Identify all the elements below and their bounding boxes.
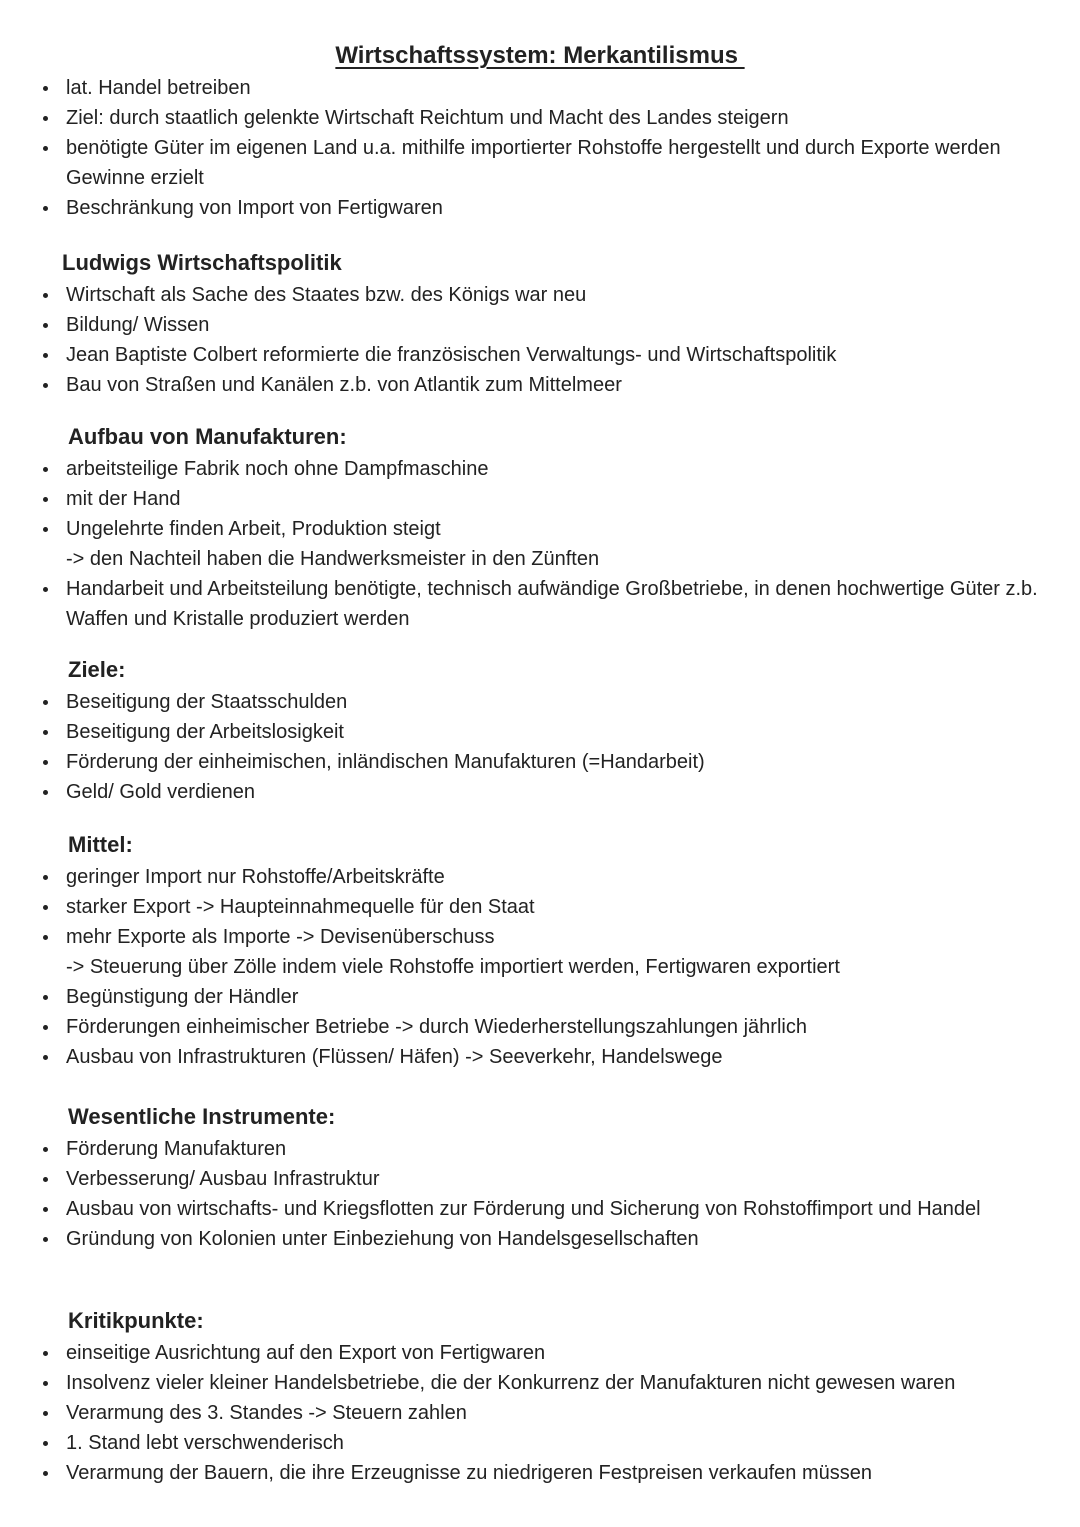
list-item: Wirtschaft als Sache des Staates bzw. des Königs war neu bbox=[0, 280, 1080, 310]
intro-section bbox=[0, 73, 1080, 223]
list-item: arbeitsteilige Fabrik noch ohne Dampfmaschine bbox=[0, 454, 1080, 484]
list-item: Bildung/ Wissen bbox=[0, 310, 1080, 340]
list-item: benötigte Güter im eigenen Land u.a. mithilfe importierter Rohstoffe hergestellt und durch Exporte werden Gewinne erzielt bbox=[0, 133, 1080, 193]
list-item: Begünstigung der Händler bbox=[0, 982, 1080, 1012]
list-item: Verarmung des 3. Standes -> Steuern zahlen bbox=[0, 1398, 1080, 1428]
list-item: mehr Exporte als Importe -> Devisenüberschuss bbox=[0, 922, 1080, 952]
list-item: Geld/ Gold verdienen bbox=[0, 777, 1080, 807]
section-heading: Aufbau von Manufakturen: bbox=[68, 424, 347, 449]
list-item: Verbesserung/ Ausbau Infrastruktur bbox=[0, 1164, 1080, 1194]
kritik-section bbox=[0, 1306, 1080, 1488]
kritik-list bbox=[0, 1338, 1080, 1488]
list-item: Ausbau von Infrastrukturen (Flüssen/ Häfen) -> Seeverkehr, Handelswege bbox=[0, 1042, 1080, 1072]
list-item: starker Export -> Haupteinnahmequelle für den Staat bbox=[0, 892, 1080, 922]
list-item: Bau von Straßen und Kanälen z.b. von Atlantik zum Mittelmeer bbox=[0, 370, 1080, 400]
mittel-section bbox=[0, 830, 1080, 1072]
list-item: Beseitigung der Arbeitslosigkeit bbox=[0, 717, 1080, 747]
ziele-list bbox=[0, 687, 1080, 807]
list-item: Förderung Manufakturen bbox=[0, 1134, 1080, 1164]
manufakturen-list bbox=[0, 454, 1080, 634]
list-item: Förderungen einheimischer Betriebe -> durch Wiederherstellungszahlungen jährlich bbox=[0, 1012, 1080, 1042]
list-note: -> Steuerung über Zölle indem viele Rohstoffe importiert werden, Fertigwaren exportiert bbox=[66, 956, 840, 978]
list-item: Ausbau von wirtschafts- und Kriegsflotten zur Förderung und Sicherung von Rohstoffimport und Handel bbox=[0, 1194, 1080, 1224]
list-note: -> den Nachteil haben die Handwerksmeister in den Zünften bbox=[66, 548, 600, 570]
list-item: Verarmung der Bauern, die ihre Erzeugnisse zu niedrigeren Festpreisen verkaufen müssen bbox=[0, 1458, 1080, 1488]
list-item: lat. Handel betreiben bbox=[0, 73, 1080, 103]
list-item: Beschränkung von Import von Fertigwaren bbox=[0, 193, 1080, 223]
intro-list bbox=[0, 73, 1080, 223]
page-title: Wirtschaftssystem: Merkantilismus bbox=[335, 42, 745, 69]
ludwig-section bbox=[0, 248, 1080, 400]
list-item: Ziel: durch staatlich gelenkte Wirtschaft Reichtum und Macht des Landes steigern bbox=[0, 103, 1080, 133]
list-item: Förderung der einheimischen, inländischen Manufakturen (=Handarbeit) bbox=[0, 747, 1080, 777]
instrumente-section bbox=[0, 1102, 1080, 1254]
list-item: Ungelehrte finden Arbeit, Produktion steigt bbox=[0, 514, 1080, 544]
list-item: mit der Hand bbox=[0, 484, 1080, 514]
list-item: einseitige Ausrichtung auf den Export von Fertigwaren bbox=[0, 1338, 1080, 1368]
list-item: Handarbeit und Arbeitsteilung benötigte, technisch aufwändige Großbetriebe, in denen hochwertige Güter z.b. Waffen und Kristalle produziert werden bbox=[0, 574, 1080, 634]
list-item: 1. Stand lebt verschwenderisch bbox=[0, 1428, 1080, 1458]
section-heading: Ludwigs Wirtschaftspolitik bbox=[62, 250, 342, 275]
section-heading: Wesentliche Instrumente: bbox=[68, 1104, 336, 1129]
list-item: Jean Baptiste Colbert reformierte die französischen Verwaltungs- und Wirtschaftspolitik bbox=[0, 340, 1080, 370]
ziele-section bbox=[0, 655, 1080, 807]
instrumente-list bbox=[0, 1134, 1080, 1254]
list-item: Gründung von Kolonien unter Einbeziehung von Handelsgesellschaften bbox=[0, 1224, 1080, 1254]
mittel-list bbox=[0, 862, 1080, 1072]
list-item: Beseitigung der Staatsschulden bbox=[0, 687, 1080, 717]
list-item: Insolvenz vieler kleiner Handelsbetriebe, die der Konkurrenz der Manufakturen nicht gewesen waren bbox=[0, 1368, 1080, 1398]
manufakturen-section bbox=[0, 422, 1080, 634]
list-item: geringer Import nur Rohstoffe/Arbeitskräfte bbox=[0, 862, 1080, 892]
ludwig-list bbox=[0, 280, 1080, 400]
section-heading: Kritikpunkte: bbox=[68, 1308, 204, 1333]
section-heading: Mittel: bbox=[68, 832, 133, 857]
section-heading: Ziele: bbox=[68, 657, 126, 682]
